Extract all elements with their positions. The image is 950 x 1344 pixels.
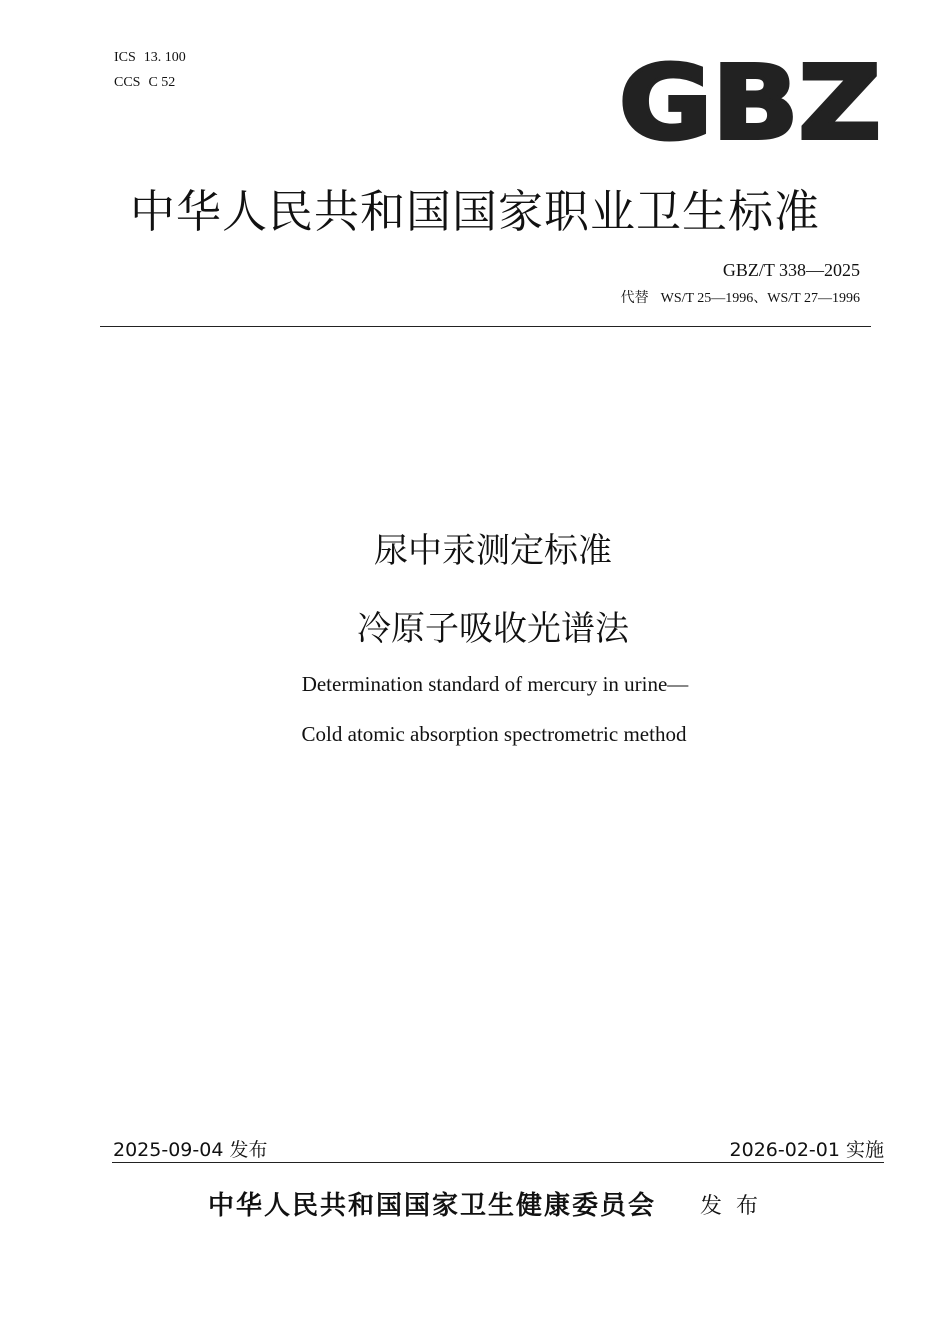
ccs-value: C 52: [148, 75, 176, 90]
standard-number: GBZ/T 338—2025: [722, 260, 860, 280]
cn-title-line-2: 冷原子吸收光谱法: [357, 609, 629, 649]
ics-label: ICS: [114, 50, 136, 65]
issue-date: 2025-09-04 发布: [113, 1139, 268, 1161]
gbz-logo-text: GBZ: [619, 58, 881, 144]
publisher-name: 中华人民共和国国家卫生健康委员会: [208, 1191, 657, 1220]
footer-divider: [112, 1162, 884, 1163]
header-divider: [100, 326, 871, 327]
en-title-line-1: Determination standard of mercury in urine—: [301, 672, 689, 696]
standard-category-title: 中华人民共和国国家职业卫生标准: [129, 185, 820, 238]
replaces-value: WS/T 25—1996、WS/T 27—1996: [660, 291, 860, 306]
implementation-date: 2026-02-01 实施: [729, 1139, 884, 1161]
replaces-label: 代替: [620, 290, 649, 306]
ics-code: [114, 49, 186, 67]
replaces-line: [621, 289, 860, 308]
en-title-line-2: Cold atomic absorption spectrometric method: [301, 722, 687, 746]
ccs-label: CCS: [114, 75, 141, 90]
cn-title-line-1: 尿中汞测定标准: [374, 531, 612, 571]
publish-label: 发布: [700, 1194, 773, 1219]
gbz-logo: [616, 58, 884, 144]
ics-value: 13. 100: [143, 50, 186, 65]
ccs-code: [114, 74, 175, 92]
